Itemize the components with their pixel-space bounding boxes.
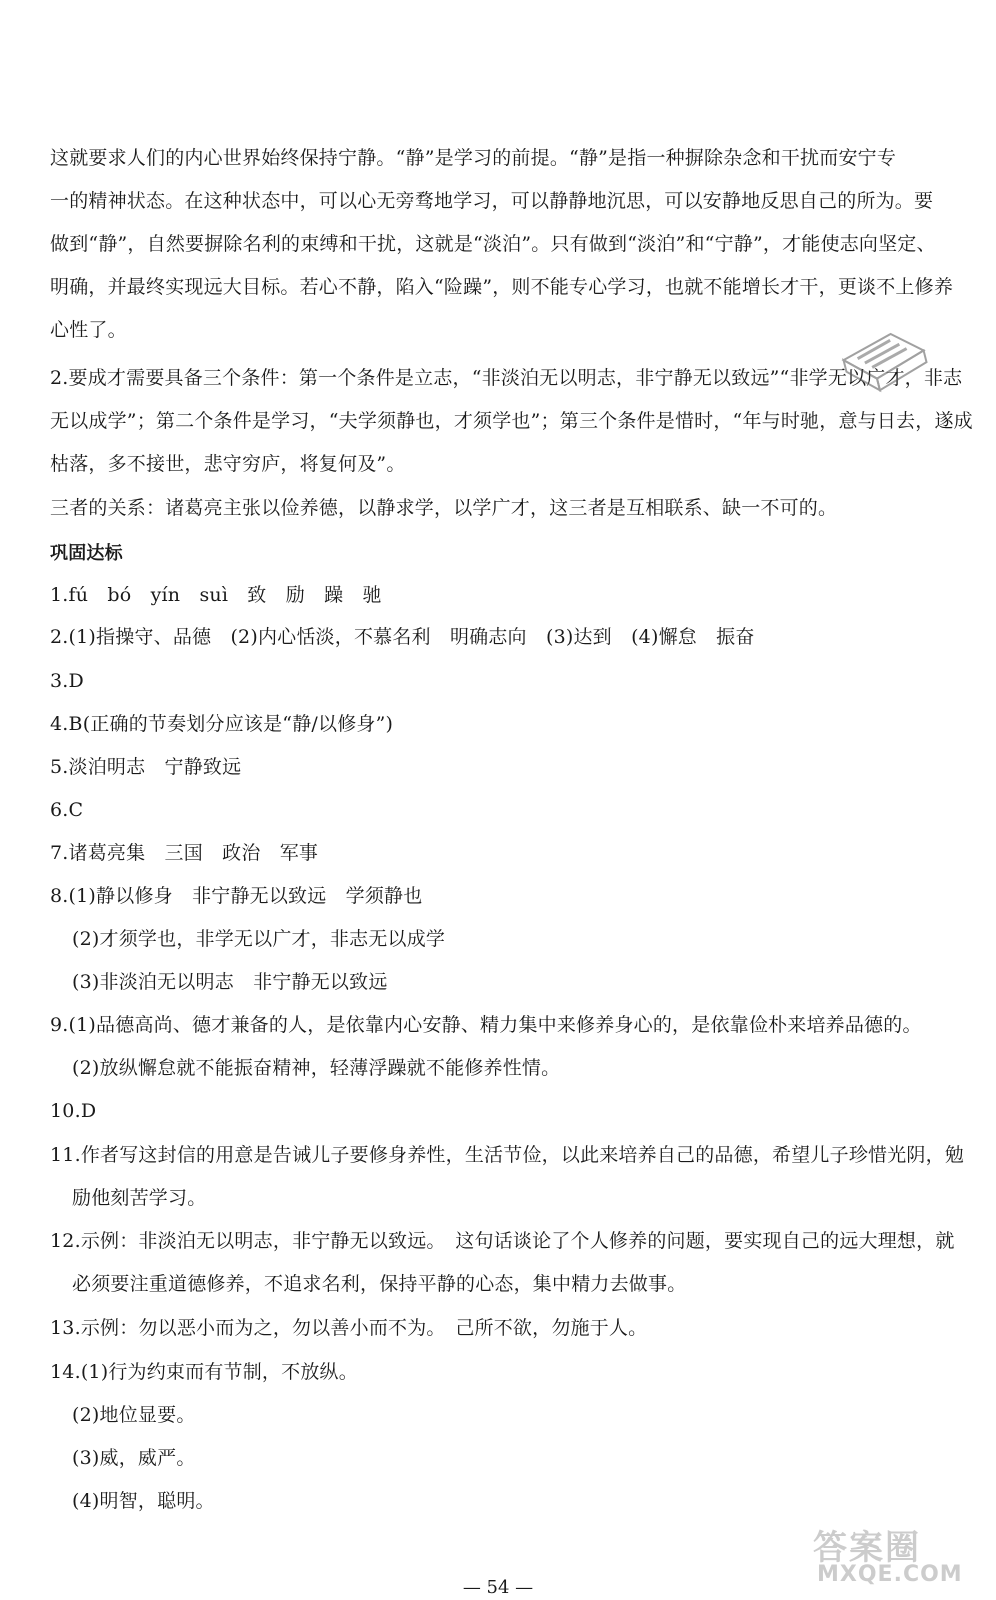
answer-11: 11.作者写这封信的用意是告诫儿子要修身养性，生活节俭，以此来培养自己的品德，希望儿子珍惜光阴，勉	[50, 1144, 965, 1166]
answer-14: 14.(1)行为约束而有节制，不放纵。	[50, 1361, 358, 1383]
answer-2: 2.要成才需要具备三个条件：第一个条件是立志，“非淡泊无以明志，非宁静无以致远”“非学无以广才，非志	[50, 367, 963, 389]
text-line: 明确，并最终实现远大目标。若心不静，陷入“险躁”，则不能专心学习，也就不能增长才干，更谈不上修养	[50, 276, 954, 298]
answer-7: 7.诸葛亮集 三国 政治 军事	[50, 842, 319, 864]
watermark-logo	[813, 1520, 978, 1590]
answer-4: 4.B(正确的节奏划分应该是“静/以修身”)	[50, 713, 394, 735]
answer-1: 1.fú bó yín suì 致 励 躁 驰	[50, 584, 382, 606]
answer-10: 10.D	[50, 1100, 97, 1122]
text-line: 一的精神状态。在这种状态中，可以心无旁骛地学习，可以静静地沉思，可以安静地反思自己的所为。要	[50, 190, 934, 212]
answer-5: 5.淡泊明志 宁静致远	[50, 756, 242, 778]
text-line: 心性了。	[50, 319, 127, 341]
answer-2: 2.(1)指操守、品德 (2)内心恬淡，不慕名利 明确志向 (3)达到 (4)懈怠 振奋	[50, 626, 755, 648]
answer-9: 9.(1)品德高尚、德才兼备的人，是依靠内心安静、精力集中来修养身心的，是依靠俭朴来培养品德的。	[50, 1014, 922, 1036]
text-line: 做到“静”，自然要摒除名利的束缚和干扰，这就是“淡泊”。只有做到“淡泊”和“宁静”，才能使志向坚定、	[50, 233, 936, 255]
text-line: 枯落，多不接世，悲守穷庐，将复何及”。	[50, 453, 406, 475]
page-number: — 54 —	[462, 1577, 534, 1598]
answer-9-sub: (2)放纵懈怠就不能振奋精神，轻薄浮躁就不能修养性情。	[72, 1057, 561, 1079]
answer-13: 13.示例：勿以恶小而为之，勿以善小而不为。 己所不欲，勿施于人。	[50, 1317, 648, 1339]
book-stamp-icon	[831, 319, 941, 410]
answer-6: 6.C	[50, 799, 84, 821]
watermark-en: MXQE.COM	[817, 1562, 963, 1587]
text-line: 励他刻苦学习。	[72, 1187, 207, 1209]
answer-8-sub: (3)非淡泊无以明志 非宁静无以致远	[72, 971, 388, 993]
answer-14-sub: (2)地位显要。	[72, 1404, 196, 1426]
text-line: 无以成学”；第二个条件是学习，“夫学须静也，才须学也”；第三个条件是惜时，“年与时驰，意与日去，遂成	[50, 410, 973, 432]
text-line: 必须要注重道德修养，不追求名利，保持平静的心态，集中精力去做事。	[72, 1273, 687, 1295]
answer-3: 3.D	[50, 670, 84, 692]
answer-14-sub: (4)明智，聪明。	[72, 1490, 215, 1512]
section-heading: 巩固达标	[50, 543, 123, 564]
answer-8-sub: (2)才须学也，非学无以广才，非志无以成学	[72, 928, 446, 950]
answer-12: 12.示例：非淡泊无以明志，非宁静无以致远。 这句话谈论了个人修养的问题，要实现自己的远大理想，就	[50, 1230, 955, 1252]
text-line: 三者的关系：诸葛亮主张以俭养德，以静求学，以学广才，这三者是互相联系、缺一不可的。	[50, 497, 838, 519]
answer-8: 8.(1)静以修身 非宁静无以致远 学须静也	[50, 885, 423, 907]
watermark-cn: 答案圈	[813, 1528, 921, 1568]
text-line: 这就要求人们的内心世界始终保持宁静。“静”是学习的前提。“静”是指一种摒除杂念和干扰而安宁专	[50, 147, 897, 169]
answer-14-sub: (3)威，威严。	[72, 1447, 196, 1469]
